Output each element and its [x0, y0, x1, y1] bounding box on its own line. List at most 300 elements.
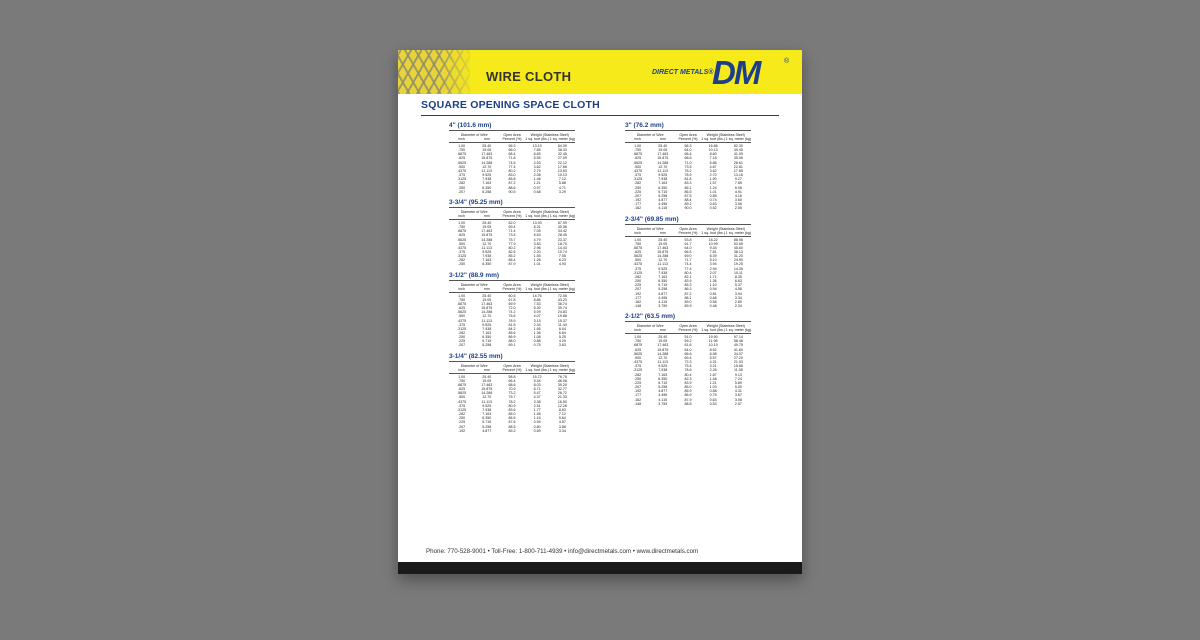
table-cell: .500: [458, 395, 466, 400]
table-cell: 4.496: [658, 202, 668, 207]
table-cell: 16.50: [557, 399, 567, 404]
table-cell: 88.4: [684, 198, 692, 203]
table-cell: 10.74: [557, 249, 567, 254]
table-cell: .3125: [457, 326, 467, 331]
table-cell: 5.89: [734, 380, 742, 385]
dm-logo: DM: [712, 54, 760, 91]
lbs-label: 1 sq. foot (lbs.): [701, 137, 726, 141]
table-cell: 82.3: [684, 376, 692, 381]
table-cell: 0.80: [533, 424, 541, 429]
table-cell: 56.3: [684, 144, 692, 148]
table-cell: 71.8: [508, 156, 516, 161]
table-cell: 76.2: [684, 168, 692, 173]
table-cell: 1.21: [533, 181, 541, 186]
table-cell: 72.3: [684, 360, 692, 365]
table-cell: .192: [634, 291, 642, 296]
table-cell: 28.45: [557, 233, 567, 238]
mm-label: mm: [483, 213, 490, 218]
table-cell: 5.09: [533, 310, 541, 315]
table-cell: 66.0: [508, 148, 516, 153]
table-cell: .162: [634, 397, 642, 402]
table-cell: 45.60: [733, 245, 743, 250]
table-cell: 82.6: [508, 249, 516, 254]
table-cell: .5625: [457, 160, 467, 165]
table-cell: 25.40: [658, 335, 668, 340]
table-cell: 4.115: [658, 206, 668, 211]
lbs-label: 1 sq. foot (lbs.): [525, 367, 550, 372]
table-cell: 1.28: [533, 258, 541, 263]
table-cell: .750: [634, 339, 642, 344]
banner-title: WIRE CLOTH: [486, 69, 572, 84]
table-cell: 68.6: [684, 156, 692, 161]
table-cell: .5625: [633, 160, 643, 165]
table-cell: 12.70: [482, 395, 492, 400]
table-cell: 1.00: [458, 144, 466, 148]
table-cell: 19.90: [708, 335, 718, 340]
table-cell: 9.525: [482, 249, 492, 254]
table-cell: 88.1: [684, 295, 692, 300]
table-rows: [625, 238, 751, 309]
table-cell: 5.715: [658, 283, 668, 288]
table-cell: 60.5: [508, 293, 516, 298]
table-cell: .3125: [633, 177, 643, 182]
table-cell: .4375: [457, 318, 467, 323]
weight-label: Weight (Stainless Steel): [530, 209, 569, 214]
table-cell: 7.24: [734, 376, 742, 381]
table-cell: 4.115: [658, 397, 668, 402]
table-cell: 80.4: [684, 372, 692, 377]
table-cell: 10.19: [708, 343, 718, 348]
table-cell: 3.83: [533, 241, 541, 246]
table-row: [625, 402, 751, 406]
table-cell: 66.5: [684, 249, 692, 254]
cloth-table-section: [449, 353, 575, 433]
table-cell: 8.35: [734, 274, 742, 279]
table-cell: 73.2: [508, 391, 516, 396]
table-cell: 7.163: [658, 181, 668, 186]
inch-label: inch: [458, 213, 465, 218]
table-cell: 4.67: [709, 164, 717, 169]
table-cell: 14.288: [481, 237, 493, 242]
table-cell: 77.4: [508, 164, 516, 169]
table-cell: 87.6: [508, 420, 516, 425]
table-cell: 14.35: [733, 266, 743, 271]
table-cell: .3125: [457, 254, 467, 259]
table-cell: 51.0: [684, 335, 692, 340]
table-cell: .250: [634, 376, 642, 381]
table-cell: 3.62: [709, 168, 717, 173]
table-cell: 76.75: [557, 374, 567, 379]
table-cell: 14.288: [481, 310, 493, 315]
open-area-header: Open Area Percent (%): [502, 282, 522, 291]
table-cell: 4.877: [658, 291, 668, 296]
table-cell: 14.288: [481, 391, 493, 396]
table-cell: 43.23: [557, 297, 567, 302]
table-cell: 10.11: [733, 270, 743, 275]
open-area-header: Open Area Percent (%): [502, 363, 522, 372]
table-cell: 81.8: [684, 177, 692, 182]
table-rows: [625, 335, 751, 406]
table-cell: 25.40: [658, 237, 668, 242]
table-cell: 6.71: [533, 387, 541, 392]
table-cell: 2.51: [533, 403, 541, 408]
table-cell: .5625: [633, 254, 643, 259]
table-cell: 2.70: [709, 173, 717, 178]
kg-label: 1 sq. meter (kg): [725, 328, 751, 333]
table-cell: 3.62: [533, 164, 541, 169]
table-cell: .5625: [457, 310, 467, 315]
table-cell: .207: [458, 189, 466, 194]
table-cell: 7.938: [658, 177, 668, 182]
table-cell: 74.4: [684, 262, 692, 267]
table-cell: 77.9: [508, 241, 516, 246]
table-cell: 3.67: [734, 393, 742, 398]
diameter-header: [625, 227, 675, 235]
table-cell: 4.93: [558, 262, 566, 267]
table-cell: 7.65: [734, 181, 742, 186]
diameter-label: Diameter of Wire: [460, 282, 488, 287]
open-area-header: Open Area Percent (%): [678, 133, 698, 141]
table-cell: 0.85: [709, 193, 717, 198]
table-cell: 11.113: [657, 360, 669, 365]
table-cell: 8.86: [533, 297, 541, 302]
table-cell: .750: [634, 148, 642, 153]
table-header: [625, 227, 751, 237]
table-cell: 1.01: [709, 189, 717, 194]
table-cell: 89.9: [684, 304, 692, 308]
table-cell: 17.463: [657, 152, 669, 157]
table-cell: 76.6: [508, 314, 516, 319]
lbs-label: 1 sq. foot (lbs.): [701, 230, 726, 235]
table-cell: 3.38: [533, 399, 541, 404]
table-cell: .4375: [633, 168, 643, 173]
table-cell: 11.113: [657, 262, 669, 267]
table-cell: 1.46: [533, 177, 541, 182]
table-cell: 7.163: [482, 412, 492, 417]
table-cell: 1.03: [709, 385, 717, 390]
table-row: [449, 343, 575, 347]
table-cell: 3.29: [558, 189, 566, 194]
table-cell: 12.70: [658, 164, 668, 169]
table-cell: 6.65: [533, 152, 541, 157]
table-cell: 7.81: [709, 249, 717, 254]
weight-label: Weight (Stainless Steel): [530, 363, 569, 368]
table-cell: .6875: [457, 382, 467, 387]
table-cell: 85.6: [508, 331, 516, 335]
table-cell: 84.2: [508, 326, 516, 331]
kg-label: 1 sq. meter (kg): [549, 137, 575, 141]
table-cell: 7.938: [482, 326, 492, 331]
table-cell: 9.13: [734, 372, 742, 377]
table-cell: 66.4: [508, 378, 516, 383]
table-cell: 9.27: [734, 177, 742, 182]
table-cell: 5.57: [709, 355, 717, 360]
cloth-table-section: [625, 216, 751, 309]
table-cell: 15.72: [532, 374, 542, 379]
table-cell: 1.77: [533, 407, 541, 412]
table-cell: 53.8: [684, 237, 692, 242]
table-cell: 83.6: [508, 407, 516, 412]
table-cell: 85.3: [684, 283, 692, 288]
diameter-header: [625, 133, 675, 141]
weight-label: Weight (Stainless Steel): [706, 226, 745, 231]
table-cell: 1.00: [634, 237, 642, 242]
diameter-label: Diameter of Wire: [460, 133, 488, 137]
table-row: [449, 190, 575, 194]
table-cell: 9.525: [658, 173, 668, 178]
table-cell: 11.98: [708, 339, 718, 344]
brand-name: DIRECT METALS®: [652, 69, 714, 76]
table-cell: 0.94: [533, 420, 541, 425]
table-cell: .192: [634, 389, 642, 394]
table-header: [449, 364, 575, 374]
table-cell: 2.08: [533, 173, 541, 178]
table-cell: 4.91: [734, 189, 742, 194]
table-rows: [625, 144, 751, 211]
table-cell: 88.6: [508, 185, 516, 190]
table-cell: 69.0: [684, 254, 692, 259]
table-header: [625, 324, 751, 334]
logo-registered-mark: ®: [784, 58, 790, 65]
diameter-label: Diameter of Wire: [636, 133, 664, 137]
table-cell: 25.40: [482, 293, 492, 298]
table-cell: 24.83: [557, 310, 567, 315]
table-cell: 21.33: [557, 395, 567, 400]
table-cell: 5.55: [533, 156, 541, 161]
table-cell: 17.66: [557, 164, 567, 169]
table-cell: 89.1: [508, 343, 516, 348]
table-cell: 14.43: [557, 245, 567, 250]
bottom-bar: [398, 562, 802, 574]
table-cell: 3.88: [558, 424, 566, 429]
cloth-table-section: [625, 122, 751, 211]
table-cell: 36.74: [557, 301, 567, 306]
left-column: [449, 122, 575, 438]
table-cell: 9.525: [482, 403, 492, 408]
weight-header: [525, 210, 575, 218]
table-cell: .250: [634, 279, 642, 284]
table-cell: 11.44: [557, 322, 567, 327]
table-cell: 68.6: [508, 382, 516, 387]
table-cell: 4.31: [734, 389, 742, 394]
table-cell: 2.55: [734, 206, 742, 211]
table-cell: 9.525: [482, 322, 492, 327]
table-header: [625, 133, 751, 143]
inch-label: inch: [634, 328, 641, 333]
table-cell: 87.5: [684, 193, 692, 198]
table-cell: 78.6: [684, 368, 692, 373]
table-cell: .750: [458, 148, 466, 153]
table-cell: 0.69: [533, 428, 541, 433]
table-cell: .750: [458, 225, 466, 230]
table-cell: 3.94: [734, 291, 742, 296]
table-cell: 11.05: [733, 368, 743, 373]
table-cell: 23.37: [557, 237, 567, 242]
table-cell: 27.20: [733, 355, 743, 360]
table-cell: 82.1: [684, 274, 692, 279]
weight-header: [525, 133, 575, 141]
cloth-table-section: [449, 199, 575, 267]
table-cell: 1.08: [533, 335, 541, 340]
table-cell: 3.63: [558, 343, 566, 348]
table-cell: 30.74: [557, 306, 567, 311]
table-cell: 8.63: [558, 407, 566, 412]
table-cell: 1.65: [533, 326, 541, 331]
table-cell: 88.5: [508, 424, 516, 429]
table-cell: 40.56: [557, 225, 567, 230]
table-cell: 88.0: [508, 339, 516, 344]
table-cell: .207: [458, 343, 466, 348]
inch-label: inch: [458, 286, 465, 291]
table-row: [625, 304, 751, 308]
contact-footer: Phone: 770-528-9001 • Toll-Free: 1-800-711-4939 • info@directmetals.com • www.directmetals.com: [426, 548, 699, 555]
table-cell: .177: [634, 295, 642, 300]
table-cell: 59.2: [684, 339, 692, 344]
table-cell: .500: [458, 241, 466, 246]
table-cell: 75.4: [684, 364, 692, 369]
table-cell: 2.80: [734, 299, 742, 304]
table-cell: .625: [634, 249, 642, 254]
table-cell: 13.93: [532, 220, 542, 225]
table-cell: 9.525: [482, 173, 492, 178]
table-cell: 69.4: [508, 225, 516, 230]
table-cell: .500: [634, 258, 642, 263]
diameter-label: Diameter of Wire: [636, 226, 664, 231]
table-cell: 14.288: [657, 351, 669, 356]
table-cell: 7.163: [482, 331, 492, 335]
table-cell: 17.463: [481, 301, 493, 306]
mm-label: mm: [659, 230, 666, 235]
table-cell: .282: [634, 181, 642, 186]
table-cell: 85.2: [508, 254, 516, 259]
table-cell: .148: [634, 304, 642, 308]
weight-header: [701, 324, 751, 332]
table-cell: .3125: [457, 177, 467, 182]
table-cell: 2.26: [709, 368, 717, 373]
table-cell: 64.0: [684, 347, 692, 352]
table-cell: .3125: [457, 407, 467, 412]
table-cell: 6.350: [658, 376, 668, 381]
weight-header: [525, 283, 575, 291]
table-cell: 3.15: [533, 318, 541, 323]
table-cell: 9.34: [709, 245, 717, 250]
table-cell: 71.0: [684, 160, 692, 165]
table-cell: 15.875: [657, 249, 669, 254]
table-cell: 27.09: [557, 156, 567, 161]
table-cell: 24.90: [733, 258, 743, 263]
table-cell: 5.10: [709, 258, 717, 263]
table-cell: 15.875: [481, 233, 493, 238]
table-cell: 10.99: [708, 241, 718, 246]
table-cell: 90.0: [684, 206, 692, 211]
table-cell: 17.463: [657, 343, 669, 348]
table-cell: 11.113: [481, 399, 493, 404]
table-cell: 5.258: [658, 287, 668, 292]
table-cell: .6875: [457, 301, 467, 306]
table-cell: 3.34: [734, 295, 742, 300]
table-cell: .6875: [457, 152, 467, 157]
kg-label: 1 sq. meter (kg): [549, 286, 575, 291]
table-cell: .225: [458, 339, 466, 344]
table-cell: 28.61: [733, 160, 743, 165]
table-cell: .375: [634, 364, 642, 369]
table-cell: 75.7: [508, 395, 516, 400]
table-cell: 1.36: [533, 331, 541, 335]
table-cell: 77.4: [684, 266, 692, 271]
table-cell: 31.20: [733, 254, 743, 259]
table-cell: .375: [634, 173, 642, 178]
table-cell: 85.0: [684, 385, 692, 390]
table-cell: 35.06: [733, 156, 743, 161]
table-cell: 71.4: [508, 229, 516, 234]
diameter-header: [449, 364, 499, 372]
table-cell: 34.07: [733, 351, 743, 356]
table-cell: 21.03: [733, 360, 743, 365]
table-cell: .625: [458, 233, 466, 238]
diameter-header: [449, 210, 499, 218]
table-cell: 4.57: [558, 420, 566, 425]
table-cell: 5.88: [558, 181, 566, 186]
table-cell: 87.2: [508, 181, 516, 186]
table-cell: 58.8: [508, 374, 516, 379]
table-cell: 78.2: [508, 399, 516, 404]
table-cell: 2.34: [533, 322, 541, 327]
table-cell: 17.463: [657, 245, 669, 250]
table-cell: 9.44: [533, 378, 541, 383]
table-cell: 0.88: [533, 339, 541, 344]
table-cell: 7.18: [709, 156, 717, 161]
lbs-label: 1 sq. foot (lbs.): [525, 137, 550, 141]
table-cell: 3.06: [734, 202, 742, 207]
table-cell: .225: [634, 380, 642, 385]
table-cell: 12.70: [482, 241, 492, 246]
table-cell: 72.06: [557, 293, 567, 298]
table-cell: 7.938: [658, 368, 668, 373]
table-cell: 49.75: [733, 343, 743, 348]
table-cell: 15.875: [657, 156, 669, 161]
table-cell: 7.12: [558, 412, 566, 417]
table-cell: 38.13: [733, 249, 743, 254]
table-cell: 89.0: [684, 299, 692, 304]
table-cell: 85.8: [508, 177, 516, 182]
table-cell: 87.2: [684, 291, 692, 296]
table-cell: .625: [458, 306, 466, 311]
table-cell: 0.63: [709, 202, 717, 207]
right-column: [625, 122, 751, 411]
table-cell: 85.1: [684, 185, 692, 190]
diameter-header: [449, 133, 499, 141]
table-cell: 1.00: [634, 335, 642, 340]
table-cell: 0.81: [709, 291, 717, 296]
table-cell: 61.7: [684, 241, 692, 246]
mm-label: mm: [483, 137, 490, 141]
table-cell: 15.875: [657, 347, 669, 352]
table-cell: 7.55: [558, 254, 566, 259]
weight-label: Weight (Stainless Steel): [530, 282, 569, 287]
table-cell: 2.79: [533, 168, 541, 173]
table-cell: .500: [458, 314, 466, 319]
table-cell: 17.463: [481, 229, 493, 234]
inch-label: inch: [458, 367, 465, 372]
table-cell: .6875: [633, 152, 643, 157]
table-cell: 6.39: [709, 254, 717, 259]
kg-label: 1 sq. meter (kg): [725, 137, 751, 141]
table-cell: 1.71: [709, 274, 717, 279]
table-cell: .500: [634, 355, 642, 360]
weight-label: Weight (Stainless Steel): [706, 324, 745, 329]
table-cell: 3.94: [709, 262, 717, 267]
table-cell: 19.05: [482, 148, 492, 153]
